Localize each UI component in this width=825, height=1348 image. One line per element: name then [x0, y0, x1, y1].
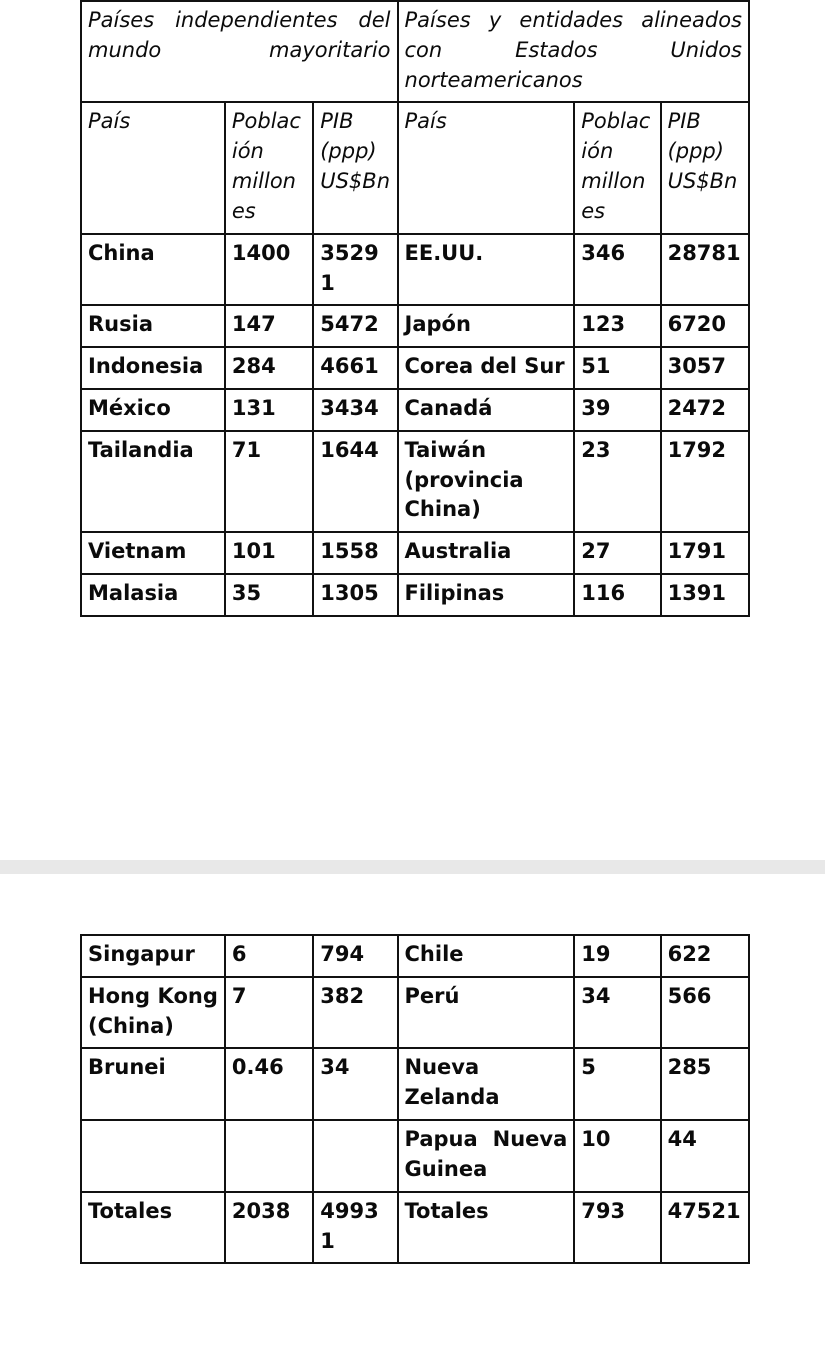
cell-left-population: 147	[225, 305, 313, 347]
cell-right-total-label: Totales	[398, 1192, 575, 1264]
cell-left-gdp: 34	[313, 1048, 397, 1120]
cell-left-population: 1400	[225, 234, 313, 306]
table-row	[81, 977, 749, 1049]
cell-right-country: Perú	[398, 977, 575, 1049]
col-header-left-gdp: PIB (ppp) US$Bn	[313, 102, 397, 233]
cell-right-total-population: 793	[574, 1192, 660, 1264]
cell-right-population: 34	[574, 977, 660, 1049]
cell-left-population: 0.46	[225, 1048, 313, 1120]
cell-right-gdp: 3057	[661, 347, 749, 389]
cell-right-gdp: 622	[661, 935, 749, 977]
col-header-right-gdp: PIB (ppp) US$Bn	[661, 102, 749, 233]
cell-left-country: Rusia	[81, 305, 225, 347]
page-separator	[0, 860, 825, 874]
table-row	[81, 935, 749, 977]
cell-left-total-label: Totales	[81, 1192, 225, 1264]
comparison-table-part-1	[80, 0, 750, 617]
cell-right-population: 27	[574, 532, 660, 574]
cell-right-gdp: 1391	[661, 574, 749, 616]
table-row	[81, 234, 749, 306]
cell-right-country: Canadá	[398, 389, 575, 431]
header-left-title: Países independientes del mundo mayoritario	[81, 1, 398, 102]
cell-right-country: EE.UU.	[398, 234, 575, 306]
cell-right-population: 123	[574, 305, 660, 347]
cell-right-gdp: 2472	[661, 389, 749, 431]
table-row	[81, 347, 749, 389]
document-page-2	[0, 874, 825, 1348]
table-totals-row	[81, 1192, 749, 1264]
cell-left-gdp: 35291	[313, 234, 397, 306]
cell-left-gdp: 5472	[313, 305, 397, 347]
col-header-left-population: Población millones	[225, 102, 313, 233]
cell-right-gdp: 1791	[661, 532, 749, 574]
table-column-headers-row	[81, 102, 749, 233]
cell-left-population: 6	[225, 935, 313, 977]
cell-right-gdp: 566	[661, 977, 749, 1049]
cell-right-population: 5	[574, 1048, 660, 1120]
cell-left-gdp: 1644	[313, 431, 397, 532]
cell-right-population: 19	[574, 935, 660, 977]
comparison-table-part-2	[80, 934, 750, 1264]
cell-left-country: Malasia	[81, 574, 225, 616]
cell-left-country: México	[81, 389, 225, 431]
cell-left-population: 7	[225, 977, 313, 1049]
cell-right-population: 10	[574, 1120, 660, 1192]
cell-left-country: Vietnam	[81, 532, 225, 574]
cell-right-gdp: 44	[661, 1120, 749, 1192]
cell-left-total-population: 2038	[225, 1192, 313, 1264]
cell-right-gdp: 28781	[661, 234, 749, 306]
cell-right-total-gdp: 47521	[661, 1192, 749, 1264]
cell-left-gdp: 1305	[313, 574, 397, 616]
col-header-right-population: Población millones	[574, 102, 660, 233]
cell-left-gdp: 4661	[313, 347, 397, 389]
col-header-right-country: País	[398, 102, 575, 233]
cell-right-population: 39	[574, 389, 660, 431]
cell-left-country: Tailandia	[81, 431, 225, 532]
cell-left-population: 101	[225, 532, 313, 574]
cell-right-population: 116	[574, 574, 660, 616]
cell-left-country: Indonesia	[81, 347, 225, 389]
table-row	[81, 431, 749, 532]
cell-right-gdp: 6720	[661, 305, 749, 347]
table-row	[81, 305, 749, 347]
cell-left-population: 131	[225, 389, 313, 431]
header-right-title: Países y entidades alineados con Estados Unidos norteamericanos	[398, 1, 749, 102]
cell-right-country: Papua Nueva Guinea	[398, 1120, 575, 1192]
col-header-left-country: País	[81, 102, 225, 233]
table-row	[81, 389, 749, 431]
cell-left-country	[81, 1120, 225, 1192]
cell-left-gdp	[313, 1120, 397, 1192]
cell-left-gdp: 382	[313, 977, 397, 1049]
cell-left-population: 284	[225, 347, 313, 389]
cell-right-population: 23	[574, 431, 660, 532]
cell-left-gdp: 3434	[313, 389, 397, 431]
cell-left-gdp: 1558	[313, 532, 397, 574]
cell-left-gdp: 794	[313, 935, 397, 977]
cell-left-total-gdp: 49931	[313, 1192, 397, 1264]
cell-left-country: Hong Kong (China)	[81, 977, 225, 1049]
cell-left-population: 71	[225, 431, 313, 532]
cell-right-country: Nueva Zelanda	[398, 1048, 575, 1120]
table-row	[81, 1120, 749, 1192]
cell-right-country: Corea del Sur	[398, 347, 575, 389]
table-row	[81, 1048, 749, 1120]
cell-right-country: Taiwán (provincia China)	[398, 431, 575, 532]
cell-right-country: Australia	[398, 532, 575, 574]
table-header-titles-row	[81, 1, 749, 102]
cell-right-population: 51	[574, 347, 660, 389]
cell-right-population: 346	[574, 234, 660, 306]
cell-right-country: Filipinas	[398, 574, 575, 616]
cell-right-country: Chile	[398, 935, 575, 977]
cell-right-gdp: 285	[661, 1048, 749, 1120]
cell-left-country: Brunei	[81, 1048, 225, 1120]
cell-left-country: Singapur	[81, 935, 225, 977]
cell-left-country: China	[81, 234, 225, 306]
cell-left-population	[225, 1120, 313, 1192]
page-2-top-margin	[0, 874, 825, 934]
cell-right-country: Japón	[398, 305, 575, 347]
cell-left-population: 35	[225, 574, 313, 616]
table-row	[81, 574, 749, 616]
cell-right-gdp: 1792	[661, 431, 749, 532]
table-row	[81, 532, 749, 574]
